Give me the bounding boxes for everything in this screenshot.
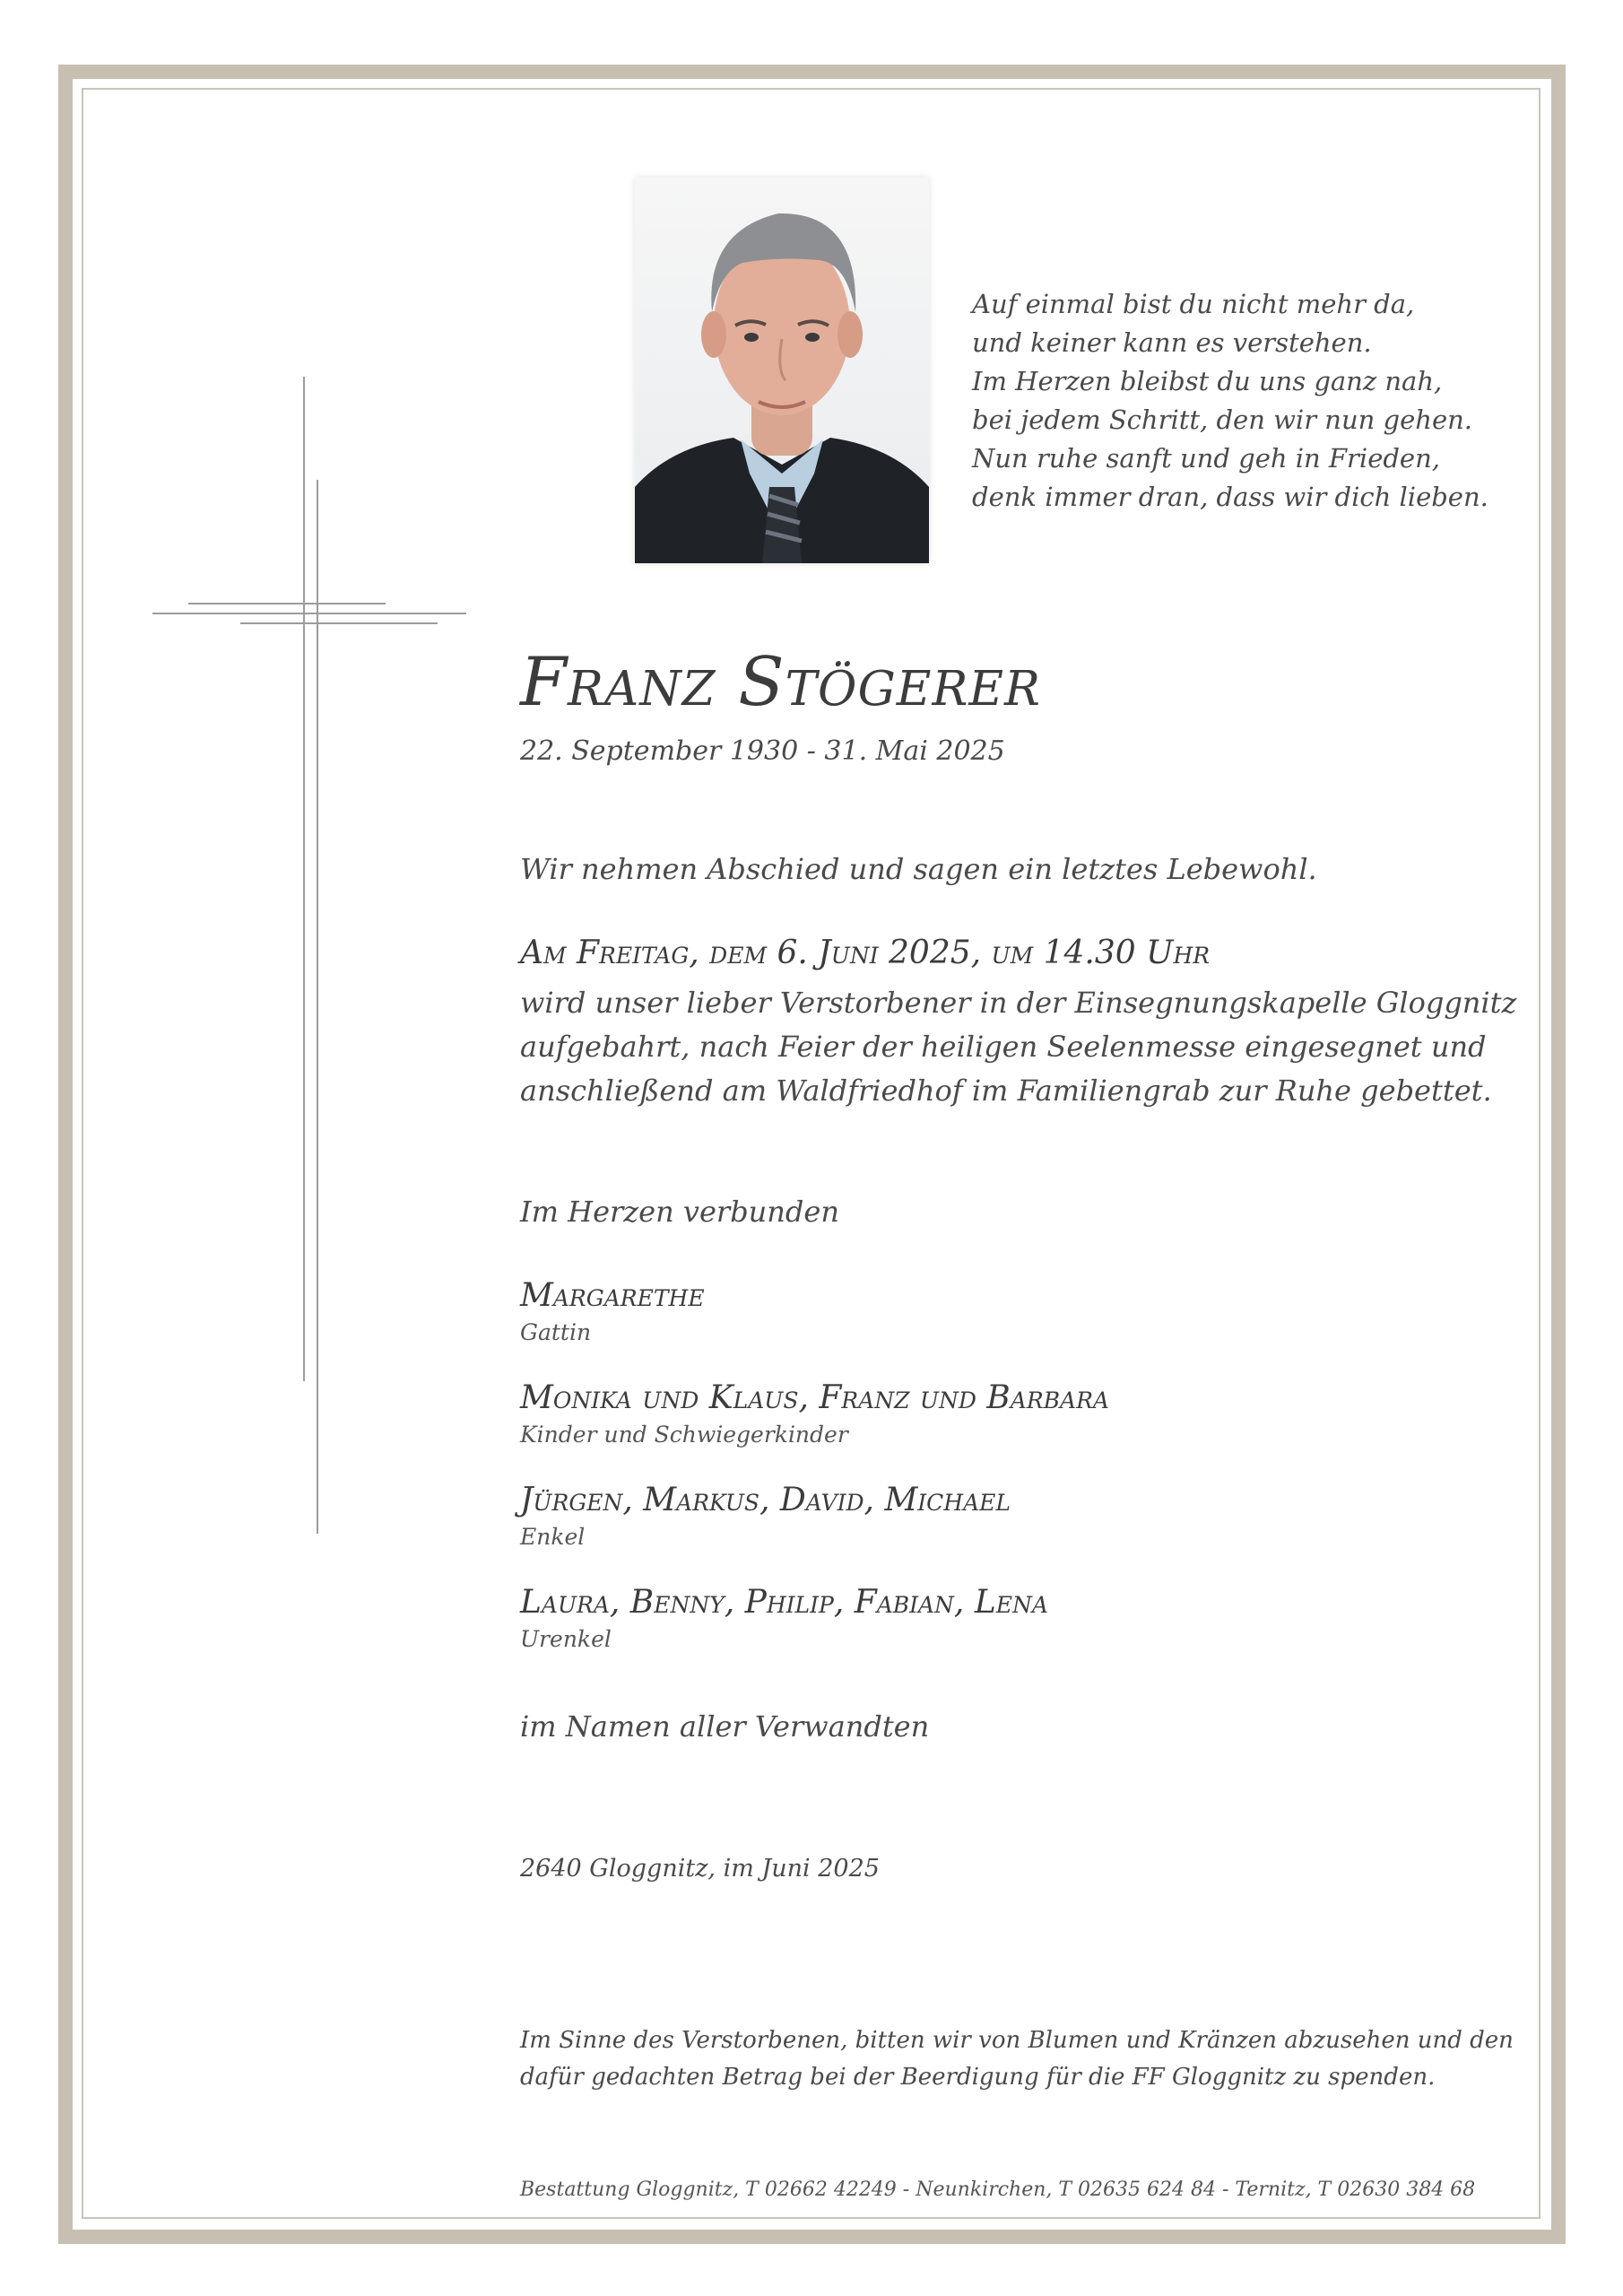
poem-line: Im Herzen bleibst du uns ganz nah, xyxy=(972,366,1443,396)
mourner-relation: Kinder und Schwiegerkinder xyxy=(520,1422,848,1448)
united-text: Im Herzen verbunden xyxy=(520,1195,839,1229)
mourner-entry xyxy=(520,1482,1011,1550)
poem-line: und keiner kann es verstehen. xyxy=(972,327,1372,358)
ceremony-text xyxy=(520,981,1516,1113)
mourner-entry xyxy=(520,1584,1048,1652)
donation-request xyxy=(520,2022,1514,2096)
poem-line: denk immer dran, dass wir dich lieben. xyxy=(972,482,1488,512)
life-dates: 22. September 1930 - 31. Mai 2025 xyxy=(520,735,1005,767)
farewell-text: Wir nehmen Abschied und sagen ein letztes Lebewohl. xyxy=(520,852,1317,886)
mourner-names: Laura, Benny, Philip, Fabian, Lena xyxy=(520,1584,1048,1621)
request-line: dafür gedachten Betrag bei der Beerdigung für die FF Gloggnitz zu spenden. xyxy=(520,2064,1436,2091)
mourner-entry xyxy=(520,1379,1109,1448)
mourner-relation: Enkel xyxy=(520,1524,586,1550)
mourner-names: Margarethe xyxy=(520,1277,705,1314)
ceremony-line: aufgebahrt, nach Feier der heiligen Seelenmesse eingesegnet und xyxy=(520,1030,1487,1064)
poem-line: Auf einmal bist du nicht mehr da, xyxy=(972,289,1415,319)
deceased-name: Franz Stögerer xyxy=(520,642,1041,721)
relatives-text: im Namen aller Verwandten xyxy=(520,1709,930,1744)
mourner-relation: Urenkel xyxy=(520,1626,612,1652)
funeral-home-footer: Bestattung Gloggnitz, T 02662 42249 - Neunkirchen, T 02635 624 84 - Ternitz, T 02630 384 68 xyxy=(520,2179,1476,2201)
request-line: Im Sinne des Verstorbenen, bitten wir von Blumen und Kränzen abzusehen und den xyxy=(520,2027,1514,2054)
ceremony-line: wird unser lieber Verstorbener in der Einsegnungskapelle Gloggnitz xyxy=(520,986,1517,1020)
mourner-names: Jürgen, Markus, David, Michael xyxy=(520,1482,1011,1518)
poem-line: bei jedem Schritt, den wir nun gehen. xyxy=(972,404,1472,435)
ceremony-heading: Am Freitag, dem 6. Juni 2025, um 14.30 Uhr xyxy=(520,935,1211,971)
cross-icon xyxy=(152,377,475,1534)
ceremony-line: anschließend am Waldfriedhof im Familiengrab zur Ruhe gebettet. xyxy=(520,1074,1492,1108)
mourner-entry xyxy=(520,1277,705,1345)
mourner-relation: Gattin xyxy=(520,1319,592,1345)
mourner-names: Monika und Klaus, Franz und Barbara xyxy=(520,1379,1109,1416)
poem xyxy=(972,285,1488,517)
poem-line: Nun ruhe sanft und geh in Frieden, xyxy=(972,443,1440,474)
place-date: 2640 Gloggnitz, im Juni 2025 xyxy=(520,1855,880,1883)
portrait-photo xyxy=(635,178,929,563)
